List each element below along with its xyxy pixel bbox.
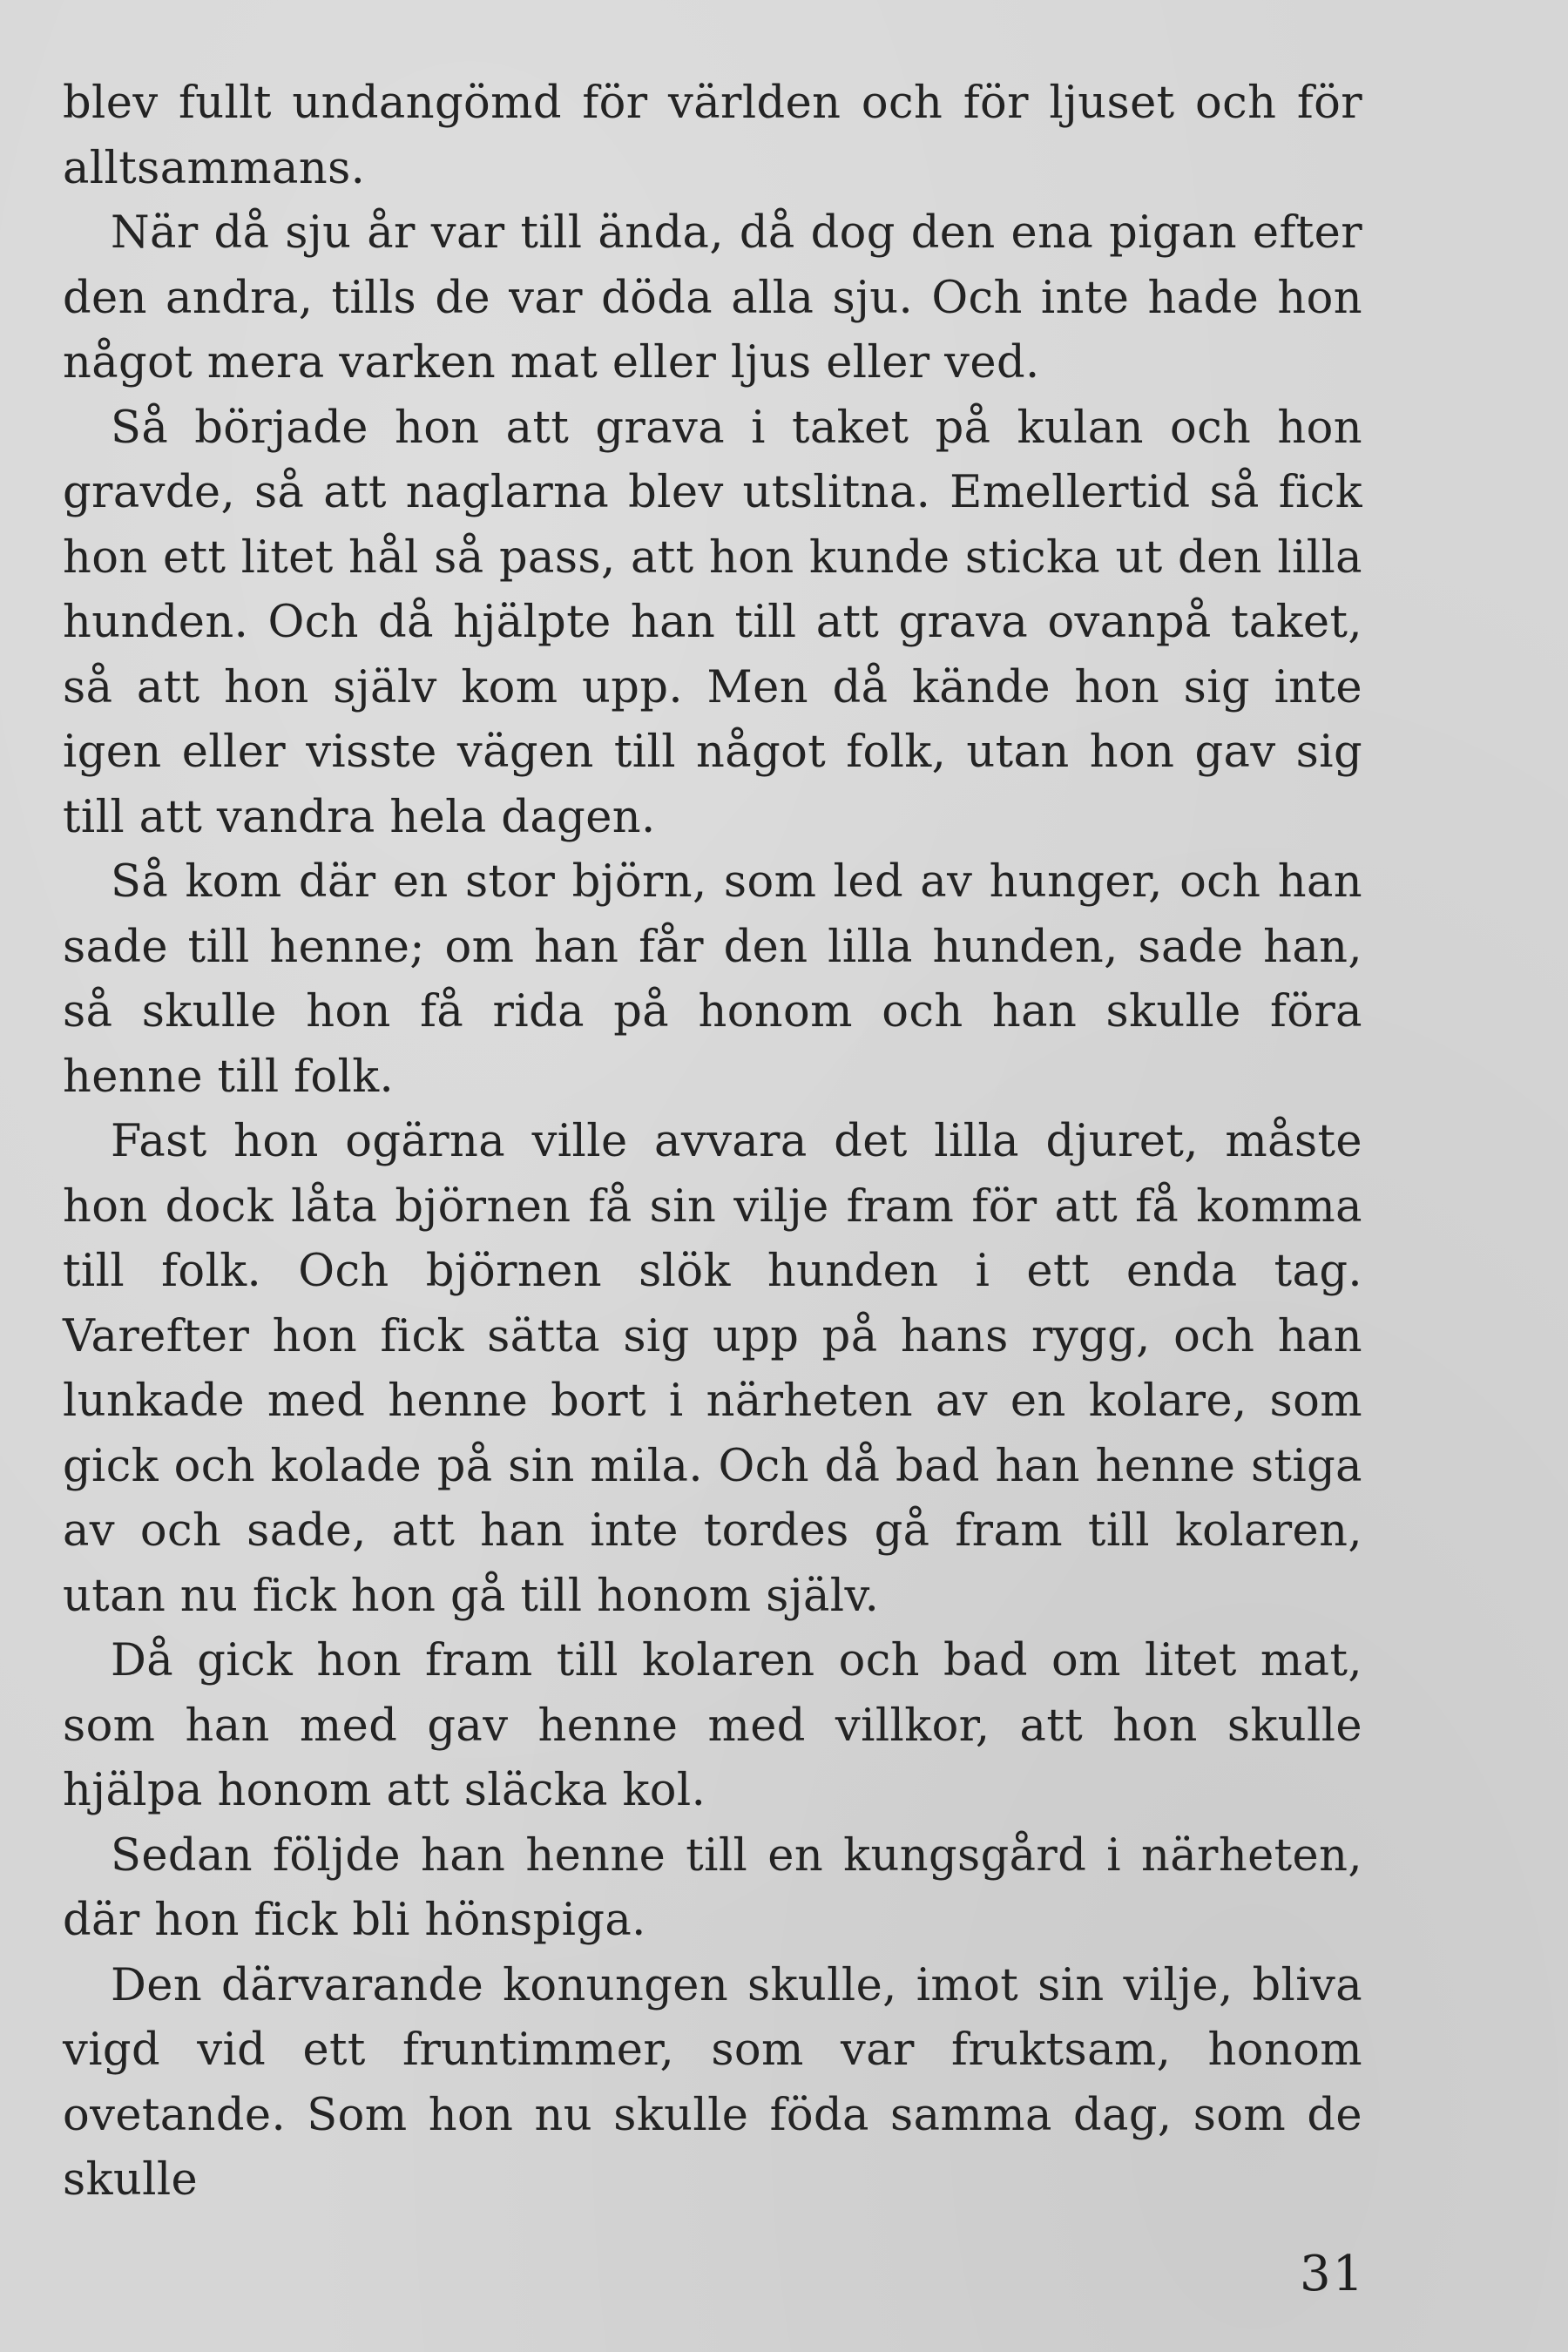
paragraph-1: blev fullt undangömd för världen och för ljuset och för alltsammans. [63,78,1362,194]
paragraph-5: Fast hon ogärna ville avvara det lilla djuret, måste hon dock låta björnen få sin vilje fram för att få komma till folk. Och björnen slök hunden i ett enda tag. Varefter hon fick sätta sig upp på hans rygg, och han lunkade med henne bort i närheten av en kolare, som gick och kolade på sin mila. Och då bad han henne stiga av och sade, att han inte tordes gå fram till kolaren, utan nu fick hon gå till honom själv. [63,1116,1362,1622]
paragraph-7: Sedan följde han henne till en kungsgård i närheten, där hon fick bli hönspiga. [63,1829,1362,1946]
paragraph-4: Så kom där en stor björn, som led av hunger, och han sade till henne; om han får den lilla hunden, sade han, så skulle hon få rida på honom och han skulle föra henne till folk. [63,856,1362,1103]
paragraph-8: Den därvarande konungen skulle, imot sin vilje, bliva vigd vid ett fruntimmer, som var fruktsam, honom ovetande. Som hon nu skulle föda samma dag, som de skulle [63,1959,1362,2206]
page-number: 31 [1300,2246,1366,2302]
paragraph-2: När då sju år var till ända, då dog den ena pigan efter den andra, tills de var döda alla sju. Och inte hade hon något mera varken mat eller ljus eller ved. [63,207,1362,389]
paragraph-6: Då gick hon fram till kolaren och bad om litet mat, som han med gav henne med villkor, att hon skulle hjälpa honom att släcka kol. [63,1635,1362,1816]
paragraph-3: Så började hon att grava i taket på kulan och hon gravde, så att naglarna blev utslitna. Emellertid så fick hon ett litet hål så pass, att hon kunde sticka ut den lilla hunden. Och då hjälpte han till att grava ovanpå taket, så att hon själv kom upp. Men då kände hon sig inte igen eller visste vägen till något folk, utan hon gav sig till att vandra hela dagen. [63,402,1362,843]
body-text [63,71,1362,2213]
